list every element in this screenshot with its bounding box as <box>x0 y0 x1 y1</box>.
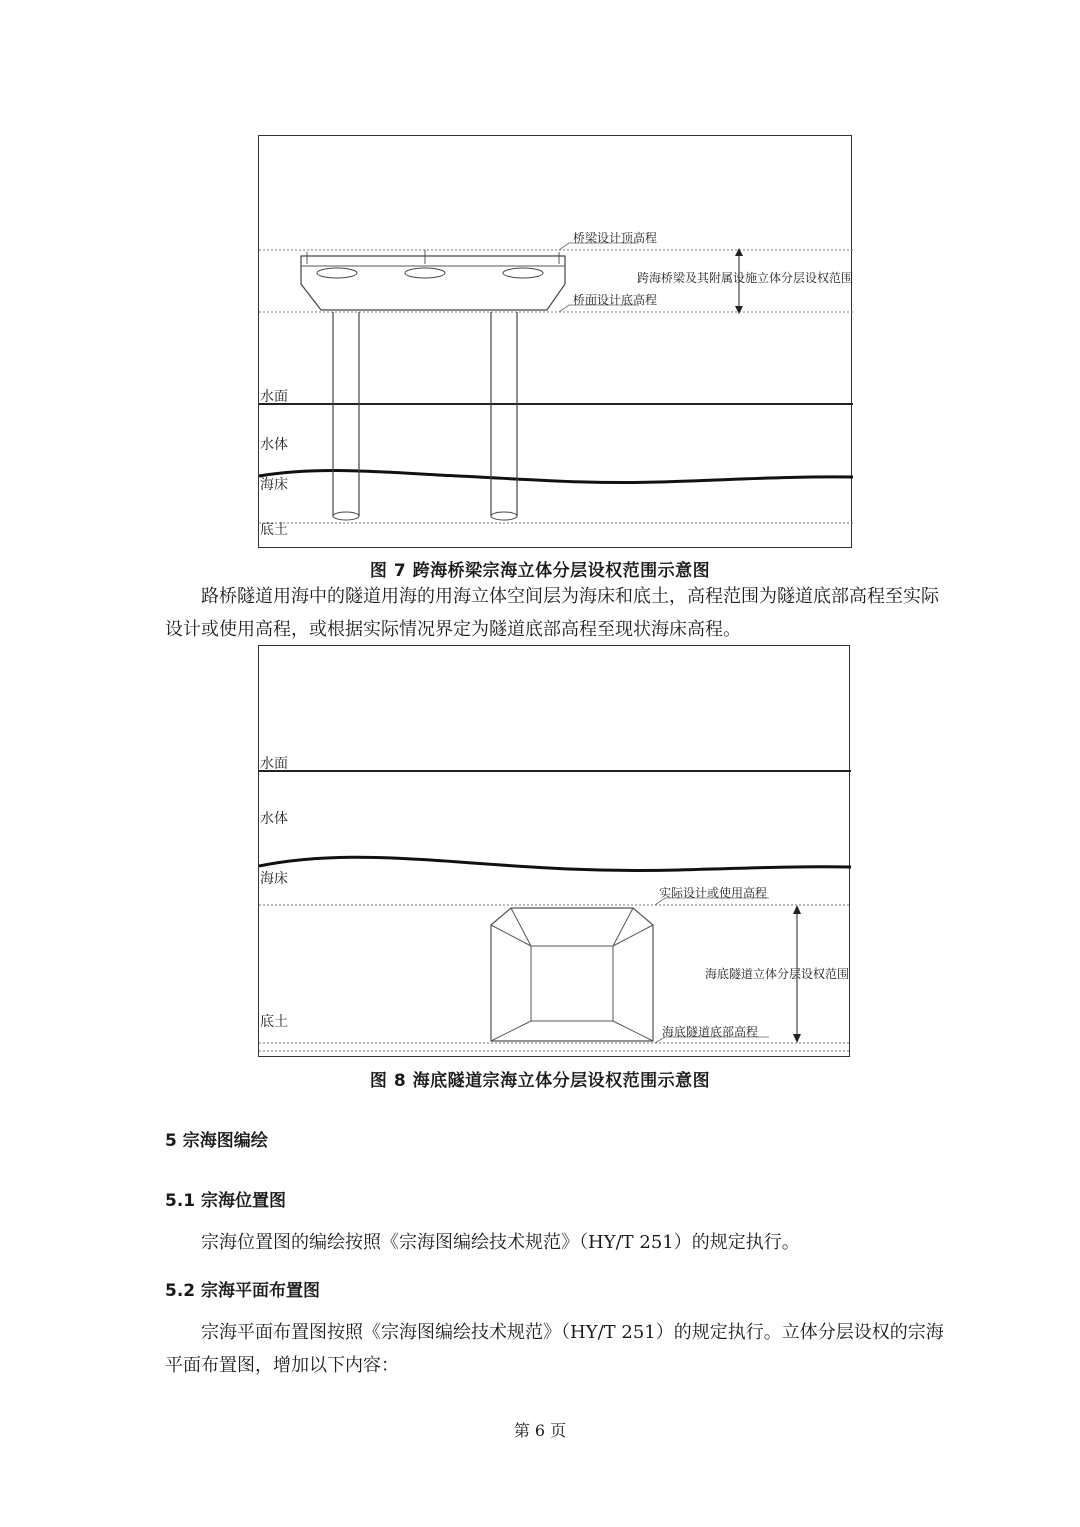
label-seabed: 海床 <box>260 871 288 887</box>
section-5-2-heading: 5.2 宗海平面布置图 <box>165 1281 321 1301</box>
bridge-deck <box>301 250 565 310</box>
figure-7-bridge-diagram <box>258 135 852 548</box>
bridge-pier-left <box>333 312 359 520</box>
figure-8-tunnel-diagram <box>258 645 850 1057</box>
label-seabed: 海床 <box>260 477 288 493</box>
seabed-curve <box>259 471 853 483</box>
label-water-body: 水体 <box>260 437 288 453</box>
label-tunnel-range: 海底隧道立体分层设权范围 <box>705 967 850 981</box>
section-5-heading: 5 宗海图编绘 <box>165 1131 268 1151</box>
tunnel-cross-section <box>491 908 653 1041</box>
section-5-1-heading: 5.1 宗海位置图 <box>165 1191 287 1211</box>
label-bridge-range: 跨海桥梁及其附属设施立体分层设权范围 <box>637 271 853 285</box>
label-tunnel-bottom: 海底隧道底部高程 <box>662 1025 759 1039</box>
section-5-2-text: 宗海平面布置图按照《宗海图编绘技术规范》（HY/T 251）的规定执行。立体分层设权的宗海平面布置图，增加以下内容： <box>165 1322 944 1376</box>
label-water-surface: 水面 <box>260 756 288 772</box>
bridge-pier-right <box>491 312 517 520</box>
label-subsoil: 底土 <box>260 522 288 538</box>
figure-7-svg <box>259 136 853 549</box>
label-water-surface: 水面 <box>260 389 288 405</box>
label-subsoil: 底土 <box>260 1014 288 1030</box>
label-water-body: 水体 <box>260 811 288 827</box>
seabed-curve <box>259 857 851 870</box>
figure-8-caption: 图 8 海底隧道宗海立体分层设权范围示意图 <box>369 1071 711 1091</box>
figure-8-svg <box>259 646 851 1058</box>
label-design-elevation: 实际设计或使用高程 <box>659 886 768 900</box>
page-number: 第 6 页 <box>513 1421 567 1440</box>
figure-7-caption: 图 7 跨海桥梁宗海立体分层设权范围示意图 <box>369 561 711 581</box>
section-5-1-text: 宗海位置图的编绘按照《宗海图编绘技术规范》（HY/T 251）的规定执行。 <box>201 1232 800 1253</box>
label-bridge-bottom-elevation: 桥面设计底高程 <box>573 293 658 307</box>
paragraph-tunnel-description: 路桥隧道用海中的隧道用海的用海立体空间层为海床和底土，高程范围为隧道底部高程至实际设计或使用高程，或根据实际情况界定为隧道底部高程至现状海床高程。 <box>165 586 939 640</box>
label-bridge-top-elevation: 桥梁设计顶高程 <box>573 231 658 245</box>
